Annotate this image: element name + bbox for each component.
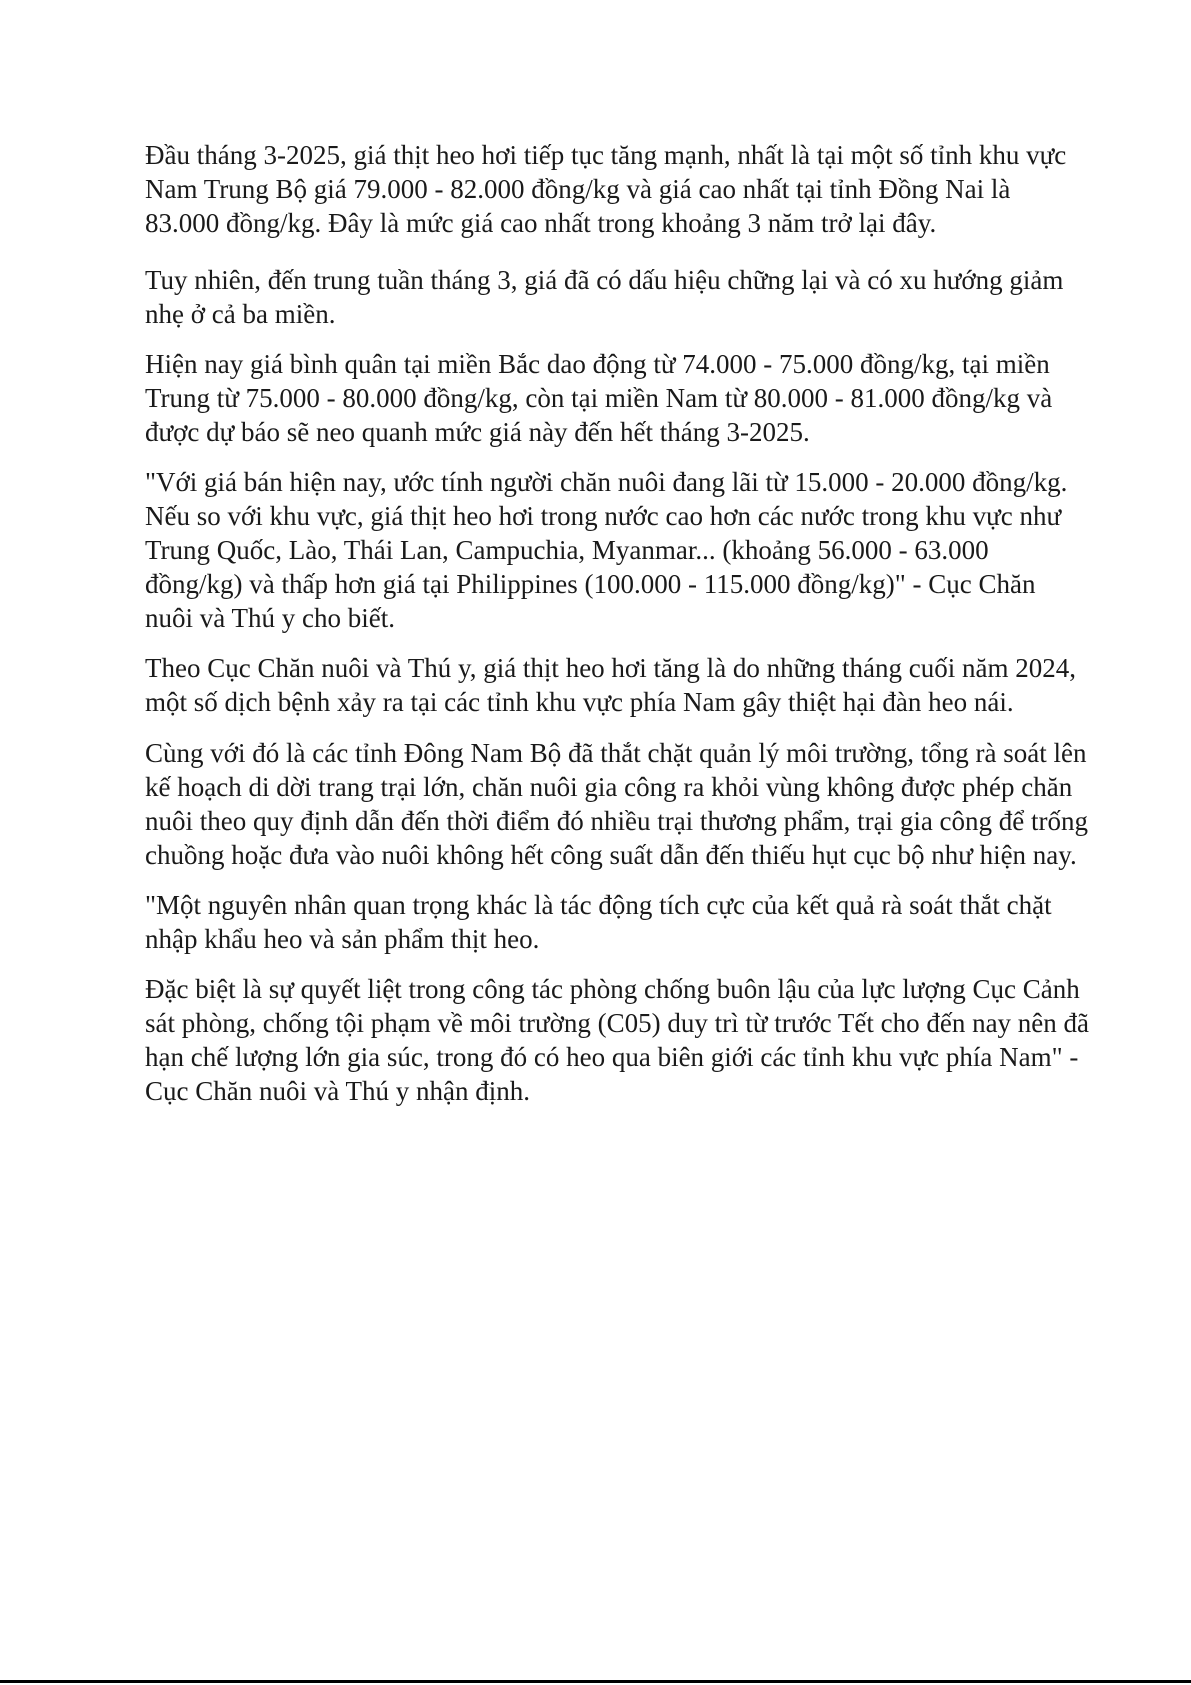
paragraph-8: Đặc biệt là sự quyết liệt trong công tác phòng chống buôn lậu của lực lượng Cục Cảnh sát phòng, chống tội phạm về môi trường (C05) duy trì từ trước Tết cho đến nay nên đã hạn chế lượng lớn gia súc, trong đó có heo qua biên giới các tỉnh khu vực phía Nam" - Cục Chăn nuôi và Thú y nhận định. bbox=[145, 974, 1090, 1106]
paragraph-6: Cùng với đó là các tỉnh Đông Nam Bộ đã thắt chặt quản lý môi trường, tổng rà soát lên kế hoạch di dời trang trại lớn, chăn nuôi gia công ra khỏi vùng không được phép chăn nuôi theo quy định dẫn đến thời điểm đó nhiều trại thương phẩm, trại gia công để trống chuồng hoặc đưa vào nuôi không hết công suất dẫn đến thiếu hụt cục bộ như hiện nay. bbox=[145, 738, 1089, 870]
paragraph-2: Tuy nhiên, đến trung tuần tháng 3, giá đã có dấu hiệu chững lại và có xu hướng giảm nhẹ ở cả ba miền. bbox=[145, 265, 1064, 329]
paragraph-7: "Một nguyên nhân quan trọng khác là tác động tích cực của kết quả rà soát thắt chặt nhập khẩu heo và sản phẩm thịt heo. bbox=[145, 890, 1052, 954]
article-body bbox=[145, 138, 1090, 1124]
paragraph-3: Hiện nay giá bình quân tại miền Bắc dao động từ 74.000 - 75.000 đồng/kg, tại miền Trung từ 75.000 - 80.000 đồng/kg, còn tại miền Nam từ 80.000 - 81.000 đồng/kg và được dự báo sẽ neo quanh mức giá này đến hết tháng 3-2025. bbox=[145, 349, 1053, 447]
page-bottom-divider bbox=[0, 1680, 1191, 1683]
paragraph-5: Theo Cục Chăn nuôi và Thú y, giá thịt heo hơi tăng là do những tháng cuối năm 2024, một số dịch bệnh xảy ra tại các tỉnh khu vực phía Nam gây thiệt hại đàn heo nái. bbox=[145, 653, 1077, 717]
paragraph-1: Đầu tháng 3-2025, giá thịt heo hơi tiếp tục tăng mạnh, nhất là tại một số tỉnh khu vực Nam Trung Bộ giá 79.000 - 82.000 đồng/kg và giá cao nhất tại tỉnh Đồng Nai là 83.000 đồng/kg. Đây là mức giá cao nhất trong khoảng 3 năm trở lại đây. bbox=[145, 140, 1067, 238]
paragraph-4: "Với giá bán hiện nay, ước tính người chăn nuôi đang lãi từ 15.000 - 20.000 đồng/kg. Nếu so với khu vực, giá thịt heo hơi trong nước cao hơn các nước trong khu vực như Trung Quốc, Lào, Thái Lan, Campuchia, Myanmar... (khoảng 56.000 - 63.000 đồng/kg) và thấp hơn giá tại Philippines (100.000 - 115.000 đồng/kg)" - Cục Chăn nuôi và Thú y cho biết. bbox=[145, 467, 1068, 633]
